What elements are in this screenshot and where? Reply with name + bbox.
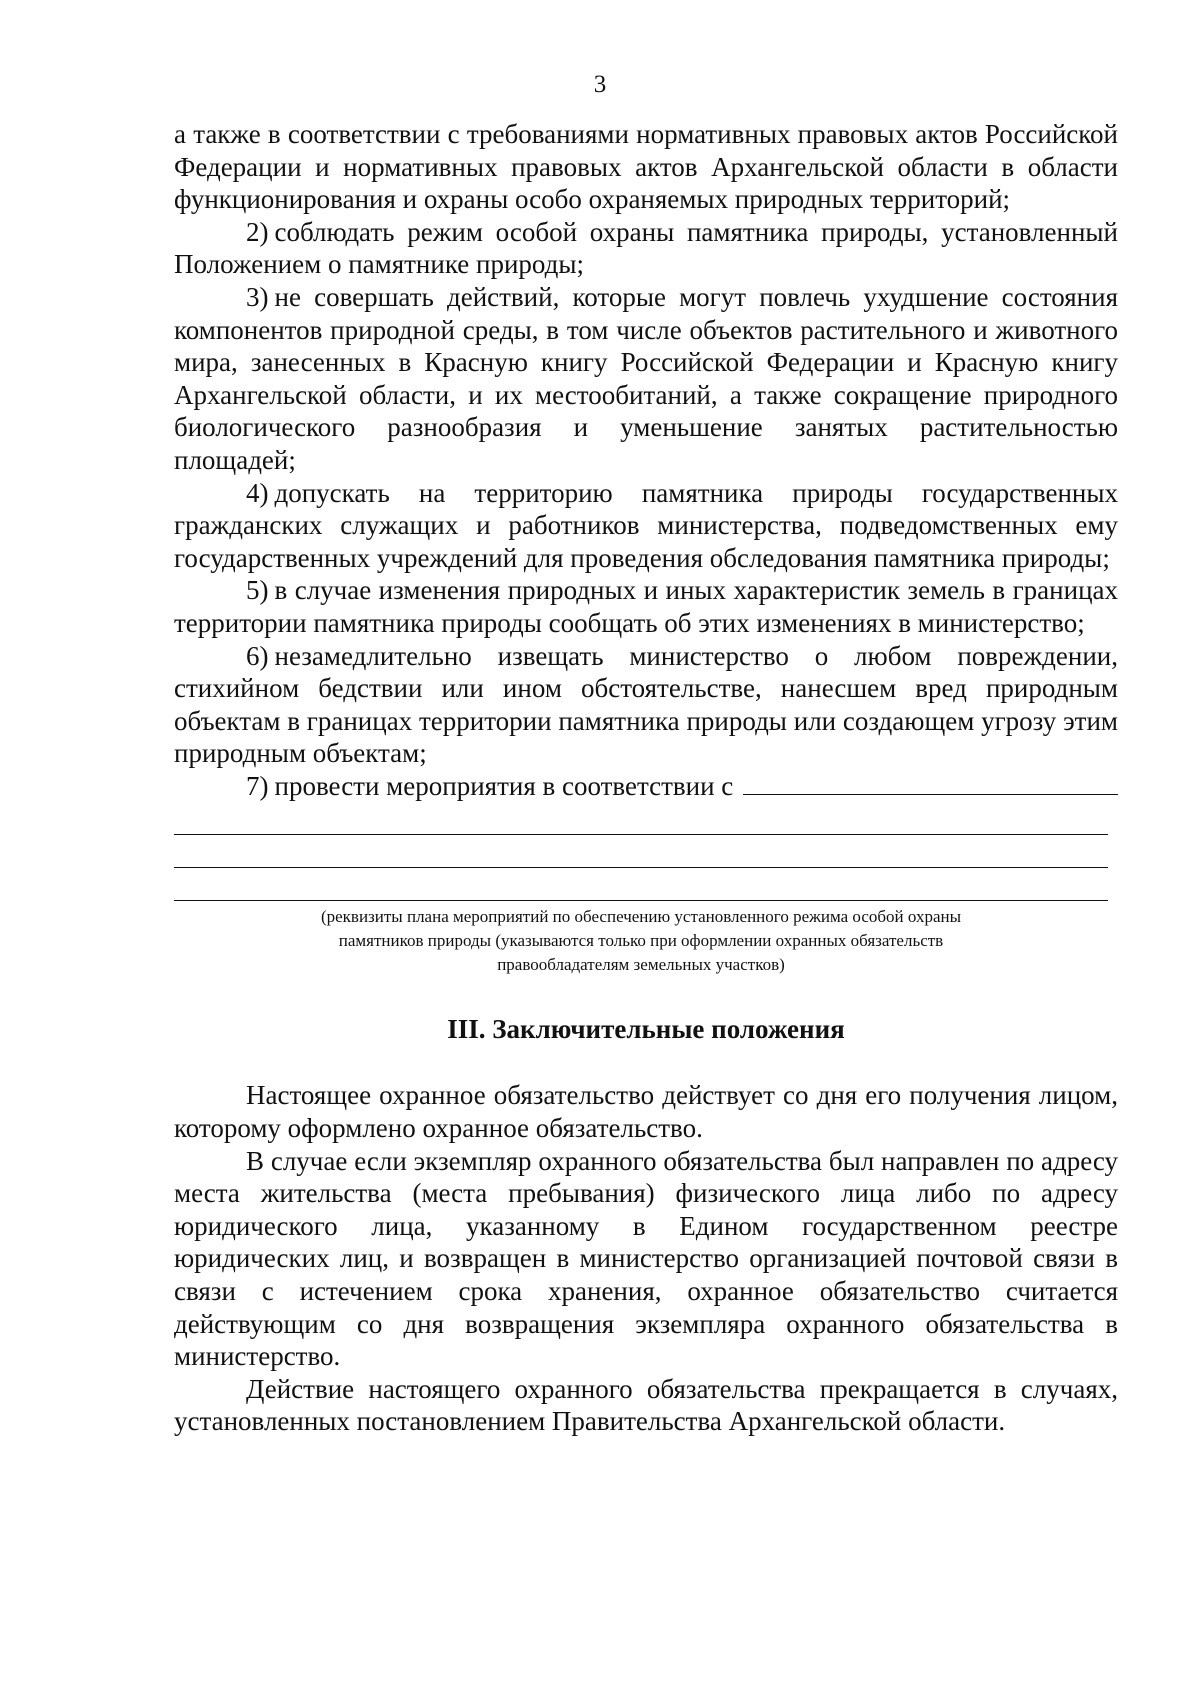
list-item-text: не совершать действий, которые могут повлечь ухудшение состояния компонентов природной среды, в том числе объектов растительного и животного мира, занесенных в Красную книгу Российской Федерации и Красную книгу Архангельской области, и их местообитаний, а также сокращение природного биологического разнообразия и уменьшение занятых растительностью площадей; [174, 281, 1118, 475]
note-line: памятников природы (указываются только при оформлении охранных обязательств [338, 931, 944, 951]
note-line: правообладателям земельных участков) [497, 955, 785, 975]
list-item-text: допускать на территорию памятника природы государственных гражданских служащих и работников министерства, подведомственных ему государственных учреждений для проведения обследования памятника природы; [174, 477, 1118, 573]
final-paragraph: Действие настоящего охранного обязательства прекращается в случаях, установленных постановлением Правительства Архангельской области. [174, 1373, 1118, 1437]
list-item-number: 4) [246, 477, 269, 508]
list-item-6 [174, 640, 1118, 770]
paragraph-text: а также в соответствии с требованиями нормативных правовых актов Российской Федерации и нормативных правовых актов Архангельской области в области функционирования и охраны особо охраняемых природных территорий; [174, 119, 1118, 215]
list-item-text: незамедлительно извещать министерство о любом повреждении, стихийном бедствии или ином обстоятельстве, нанесшем вред природным объектам в границах территории памятника природы или создающем угрозу этим природным объектам; [174, 640, 1118, 769]
list-item-text: провести мероприятия в соответствии с [274, 770, 734, 801]
list-item-number: 6) [246, 640, 269, 671]
list-item-number: 3) [246, 281, 269, 312]
final-paragraph: В случае если экземпляр охранного обязательства был направлен по адресу места жительства (места пребывания) физического лица либо по адресу юридического лица, указанному в Едином государственном реестре юридических лиц, и возвращен в министерство организацией почтовой связи в связи с истечением срока хранения, охранное обязательство считается действующим со дня возвращения экземпляра охранного обязательства в министерство. [174, 1145, 1118, 1372]
fill-in-blank-line[interactable] [174, 835, 1108, 868]
paragraph-continuation [174, 118, 1118, 216]
list-item-text: соблюдать режим особой охраны памятника природы, установленный Положением о памятнике природы; [174, 216, 1118, 280]
page-number: 3 [593, 71, 607, 98]
list-item-3 [174, 281, 1118, 477]
list-item-2 [174, 216, 1118, 281]
fill-in-blank-line[interactable] [743, 794, 1118, 795]
list-item-7-text [246, 770, 733, 803]
final-paragraph: Настоящее охранное обязательство действует со дня его получения лицом, которому оформлено охранное обязательство. [174, 1080, 1118, 1144]
list-item-5 [174, 574, 1118, 639]
list-item-number: 5) [246, 575, 269, 606]
list-item-text: в случае изменения природных и иных характеристик земель в границах территории памятника природы сообщать об этих изменениях в министерство; [174, 575, 1118, 638]
field-caption-note [174, 905, 1108, 977]
note-line: (реквизиты плана мероприятий по обеспечению установленного режима особой охраны [320, 907, 962, 927]
document-body [174, 118, 1118, 1438]
list-item-number: 2) [246, 216, 269, 247]
fill-in-blank-line[interactable] [174, 802, 1108, 835]
list-item-number: 7) [246, 770, 269, 801]
list-item-7 [174, 770, 1118, 803]
fill-in-blank-line[interactable] [174, 868, 1108, 901]
section-title: III. Заключительные положения [447, 1014, 845, 1045]
list-item-4 [174, 477, 1118, 575]
